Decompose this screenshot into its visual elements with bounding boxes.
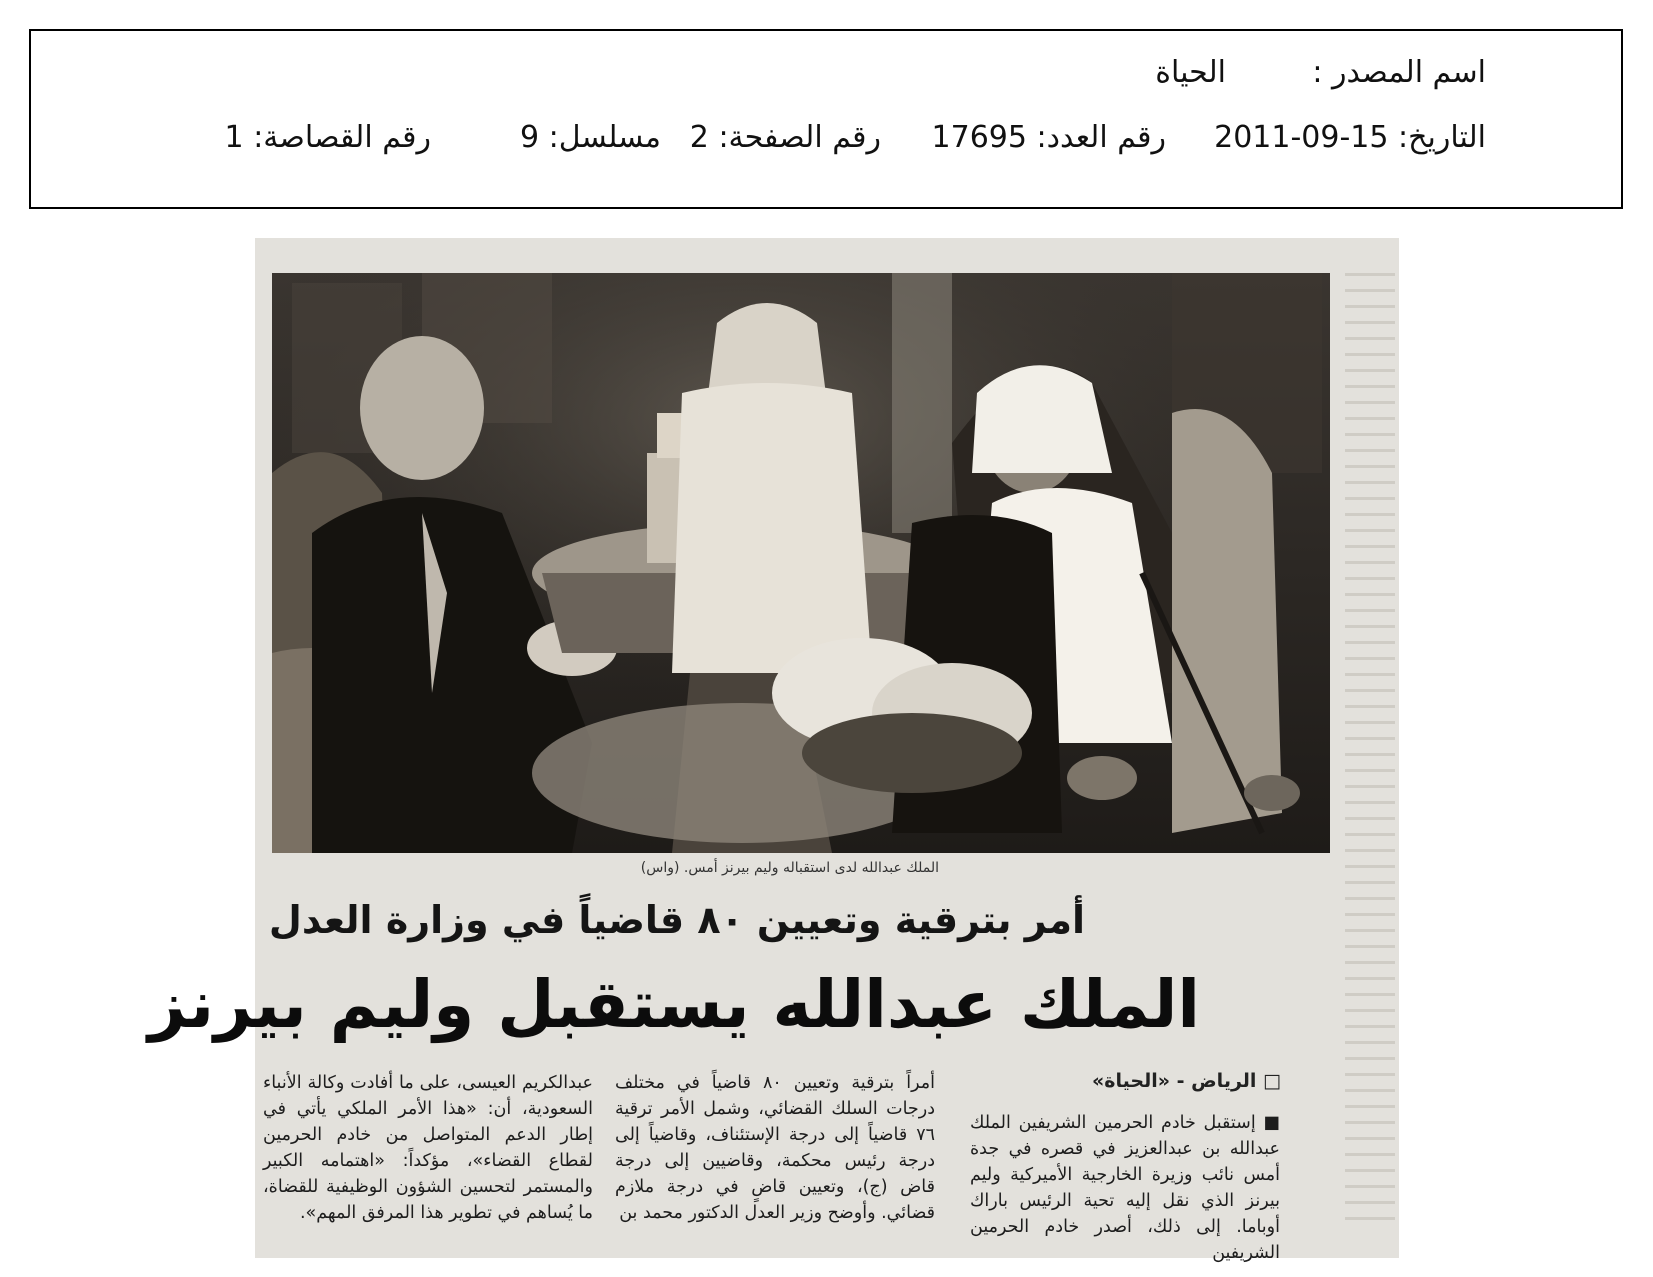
page-field xyxy=(690,120,881,156)
page-value: 2 xyxy=(689,120,709,155)
column-1-text: ■ إستقبل خادم الحرمين الشريفين الملك عبدالله بن عبدالعزيز في قصره في جدة أمس نائب وزيرة الخارجية الأميركية وليم بيرنز الذي نقل إليه تحية الرئيس باراك أوباما. إلى ذلك، أصدر خادم الحرمين الشريفين xyxy=(970,1113,1280,1263)
article-column-2 xyxy=(615,1070,935,1226)
issue-label: رقم العدد: xyxy=(1036,120,1166,155)
serial-label: مسلسل: xyxy=(548,120,661,155)
metadata-box xyxy=(29,29,1623,209)
date-value: 2011-09-15 xyxy=(1214,120,1389,155)
clip-label: رقم القصاصة: xyxy=(253,120,431,155)
page-label: رقم الصفحة: xyxy=(718,120,881,155)
clip-field xyxy=(225,120,431,156)
serial-field xyxy=(520,120,661,156)
column-3-text: عبدالكريم العيسى، على ما أفادت وكالة الأنباء السعودية، أن: «هذا الأمر الملكي يأتي في إطار الدعم المتواصل من خادم الحرمين لقطاع القضاء»، مؤكداً: «اهتمامه الكبير والمستمر لتحسين الشؤون الوظيفية للقضاة، ما يُساهم في تطوير هذا المرفق المهم». xyxy=(263,1073,593,1223)
source-label: اسم المصدر : xyxy=(1312,55,1486,90)
article-subheadline: أمر بترقية وتعيين ٨٠ قاضياً في وزارة العدل xyxy=(268,898,1085,942)
article-dateline: □ الرياض - «الحياة» xyxy=(1092,1070,1281,1092)
clip-value: 1 xyxy=(224,120,244,155)
serial-value: 9 xyxy=(520,120,540,155)
source-value-line xyxy=(1155,55,1226,91)
article-column-3 xyxy=(263,1070,593,1226)
source-line xyxy=(1312,55,1486,91)
column-2-text: أمراً بترقية وتعيين ٨٠ قاضياً في مختلف درجات السلك القضائي، وشمل الأمر ترقية ٧٦ قاضياً إلى درجة الإستئناف، وقاضياً إلى درجة رئيس محكمة، وقاضيين إلى درجة قاض (ج)، وتعيين قاضٍ في درجة ملازم قضائي. وأوضح وزير العدل الدكتور محمد بن xyxy=(615,1073,935,1223)
issue-value: 17695 xyxy=(931,120,1027,155)
adjacent-article-bleed xyxy=(1345,273,1395,1253)
meeting-photo-illustration xyxy=(272,273,1330,853)
article-headline: الملك عبدالله يستقبل وليم بيرنز xyxy=(148,966,1200,1043)
newspaper-clipping xyxy=(148,238,1399,1263)
article-photo xyxy=(272,273,1330,853)
date-field xyxy=(1214,120,1486,156)
date-label: التاريخ: xyxy=(1398,120,1486,155)
issue-field xyxy=(932,120,1166,156)
photo-caption: الملك عبدالله لدى استقباله وليم بيرنز أمس. (واس) xyxy=(640,860,939,876)
source-value: الحياة xyxy=(1155,55,1226,90)
article-column-1 xyxy=(970,1110,1280,1266)
